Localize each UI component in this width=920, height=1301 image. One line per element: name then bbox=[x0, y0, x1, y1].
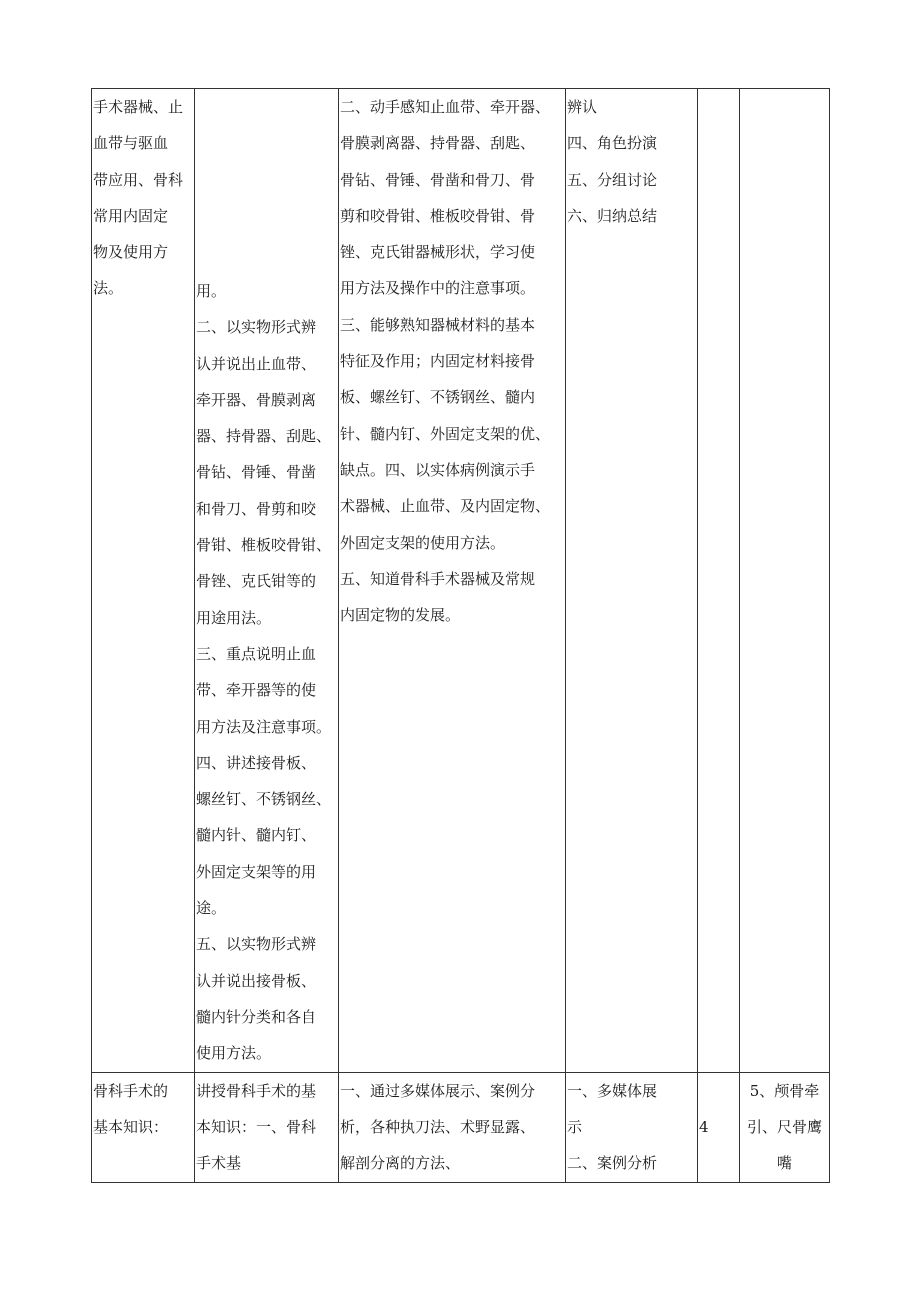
topic-cell bbox=[92, 89, 195, 1073]
topic-text: 手术器械、止 血带与驱血 带应用、骨科 常用内固定 物及使用方 法。 bbox=[93, 98, 184, 298]
hours-cell bbox=[698, 1072, 740, 1182]
hours-text: 4 bbox=[699, 1117, 709, 1136]
requirements-cell bbox=[339, 1072, 566, 1182]
requirements-text: 一、通过多媒体展示、案例分 析，各种执刀法、术野显露、 解剖分离的方法、 bbox=[340, 1081, 536, 1173]
content-text: 讲授骨科手术的基 本知识：一、骨科 手术基 bbox=[196, 1081, 317, 1173]
table-row bbox=[92, 1072, 830, 1182]
methods-text: 一、多媒体展 示 二、案例分析 bbox=[567, 1081, 658, 1173]
topic-cell bbox=[92, 1072, 195, 1182]
requirements-text: 二、动手感知止血带、牵开器、 骨膜剥离器、持骨器、刮匙、 骨钻、骨锤、骨凿和骨刀、骨 剪和咬骨钳、椎板咬骨钳、骨 锉、克氏钳器械形状，学习使 用方法及操作中的注意事项。 三、能够熟知器械材料的基本 特征及作用；内固定材料接骨 板、螺丝钉、不锈钢丝、髓内 针、髓内钉、外固定支架的优、 缺点。四、以实体病例演示手 术器械、止血带、及内固定物、 外固定支架的使用方法。 五、知道骨科手术器械及常规 内固定物的发展。 bbox=[340, 98, 551, 625]
note-cell bbox=[740, 89, 830, 1073]
methods-cell bbox=[566, 1072, 698, 1182]
content-text: 用。 二、以实物形式辨 认并说出止血带、 牵开器、骨膜剥离 器、持骨器、刮匙、 骨钻、骨锤、骨凿 和骨刀、骨剪和咬 骨钳、椎板咬骨钳、 骨锉、克氏钳等的 用途用法。 三、重点说明止血 带、牵开器等的使 用方法及注意事项。 四、讲述接骨板、 螺丝钉、不锈钢丝、 髓内针、髓内钉、 外固定支架等的用 途。 五、以实物形式辨 认并说出接骨板、 髓内针分类和各自 使用方法。 bbox=[196, 282, 332, 1063]
content-cell bbox=[195, 89, 339, 1073]
note-text: 5、颅骨牵 引、尺骨鹰 嘴 bbox=[746, 1081, 822, 1173]
hours-cell bbox=[698, 89, 740, 1073]
table-row bbox=[92, 89, 830, 1073]
note-cell bbox=[740, 1072, 830, 1182]
curriculum-table bbox=[91, 88, 830, 1183]
methods-cell bbox=[566, 89, 698, 1073]
requirements-cell bbox=[339, 89, 566, 1073]
content-cell bbox=[195, 1072, 339, 1182]
methods-text: 辨认 四、角色扮演 五、分组讨论 六、归纳总结 bbox=[567, 98, 658, 225]
topic-text: 骨科手术的 基本知识： bbox=[93, 1081, 169, 1136]
